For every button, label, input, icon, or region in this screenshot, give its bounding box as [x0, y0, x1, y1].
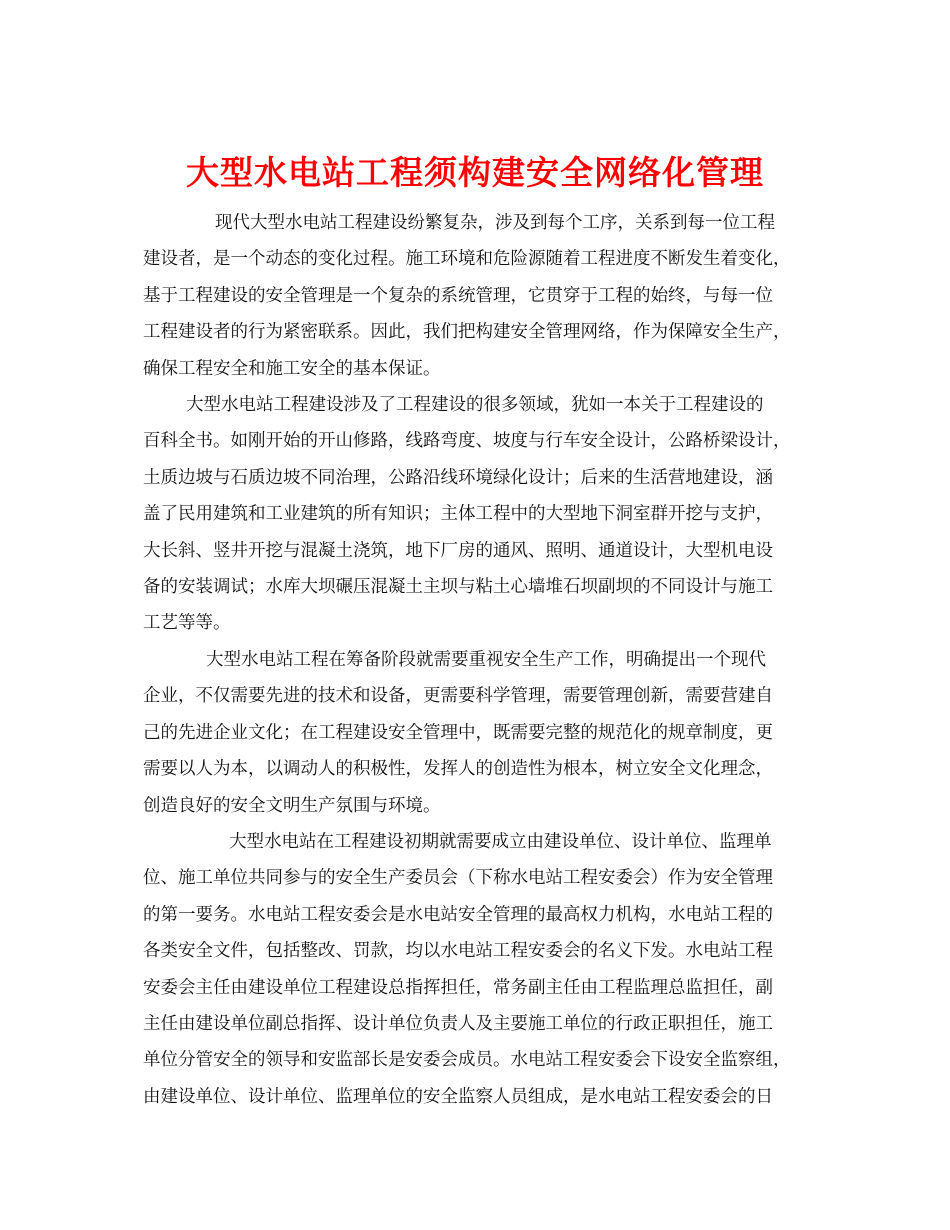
text-line: 的第一要务。水电站工程安委会是水电站安全管理的最高权力机构，水电站工程的 [143, 904, 773, 925]
paragraph-1 [143, 205, 815, 387]
text-line: 盖了民用建筑和工业建筑的所有知识；主体工程中的大型地下洞室群开挖与支护， [143, 504, 773, 525]
text-line: 己的先进企业文化；在工程建设安全管理中，既需要完整的规范化的规章制度，更 [143, 722, 773, 743]
text-line: 大型水电站工程在筹备阶段就需要重视安全生产工作，明确提出一个现代 [206, 649, 766, 670]
text-line: 由建设单位、设计单位、监理单位的安全监察人员组成，是水电站工程安委会的日 [143, 1086, 773, 1107]
document-body [143, 205, 815, 1115]
paragraph-3 [143, 642, 815, 824]
text-line: 土质边坡与石质边坡不同治理，公路沿线环境绿化设计；后来的生活营地建设，涵 [143, 467, 773, 488]
text-line: 主任由建设单位副总指挥、设计单位负责人及主要施工单位的行政正职担任，施工 [143, 1013, 773, 1034]
text-line: 备的安装调试；水库大坝碾压混凝土主坝与粘土心墙堆石坝副坝的不同设计与施工 [143, 577, 773, 598]
text-line: 需要以人为本，以调动人的积极性，发挥人的创造性为根本，树立安全文化理念， [143, 759, 773, 780]
text-line: 单位分管安全的领导和安监部长是安委会成员。水电站工程安委会下设安全监察组， [143, 1050, 791, 1071]
text-line: 安委会主任由建设单位工程建设总指挥担任，常务副主任由工程监理总监担任，副 [143, 977, 773, 998]
text-line: 基于工程建设的安全管理是一个复杂的系统管理，它贯穿于工程的始终，与每一位 [143, 285, 773, 306]
text-line: 确保工程安全和施工安全的基本保证。 [143, 358, 441, 379]
document-title: 大型水电站工程须构建安全网络化管理 [186, 153, 764, 193]
text-line: 位、施工单位共同参与的安全生产委员会（下称水电站工程安委会）作为安全管理 [143, 868, 773, 889]
text-line: 百科全书。如刚开始的开山修路，线路弯度、坡度与行车安全设计，公路桥梁设计， [143, 431, 791, 452]
text-line: 建设者，是一个动态的变化过程。施工环境和危险源随着工程进度不断发生着变化， [143, 249, 791, 270]
text-line: 企业，不仅需要先进的技术和设备，更需要科学管理，需要管理创新，需要营建自 [143, 686, 773, 707]
text-line: 大型水电站在工程建设初期就需要成立由建设单位、设计单位、监理单 [229, 831, 772, 852]
text-line: 各类安全文件，包括整改、罚款，均以水电站工程安委会的名义下发。水电站工程 [143, 941, 773, 962]
text-line: 工程建设者的行为紧密联系。因此，我们把构建安全管理网络，作为保障安全生产， [143, 322, 791, 343]
text-line: 大长斜、竖井开挖与混凝土浇筑，地下厂房的通风、照明、通道设计，大型机电设 [143, 540, 773, 561]
text-line: 大型水电站工程建设涉及了工程建设的很多领域，犹如一本关于工程建设的 [186, 395, 764, 416]
paragraph-2 [143, 387, 815, 642]
text-line: 工艺等等。 [143, 613, 231, 634]
text-line: 现代大型水电站工程建设纷繁复杂，涉及到每个工序，关系到每一位工程 [215, 213, 775, 233]
text-line: 创造良好的安全文明生产氛围与环境。 [143, 795, 441, 816]
paragraph-4 [143, 824, 815, 1115]
